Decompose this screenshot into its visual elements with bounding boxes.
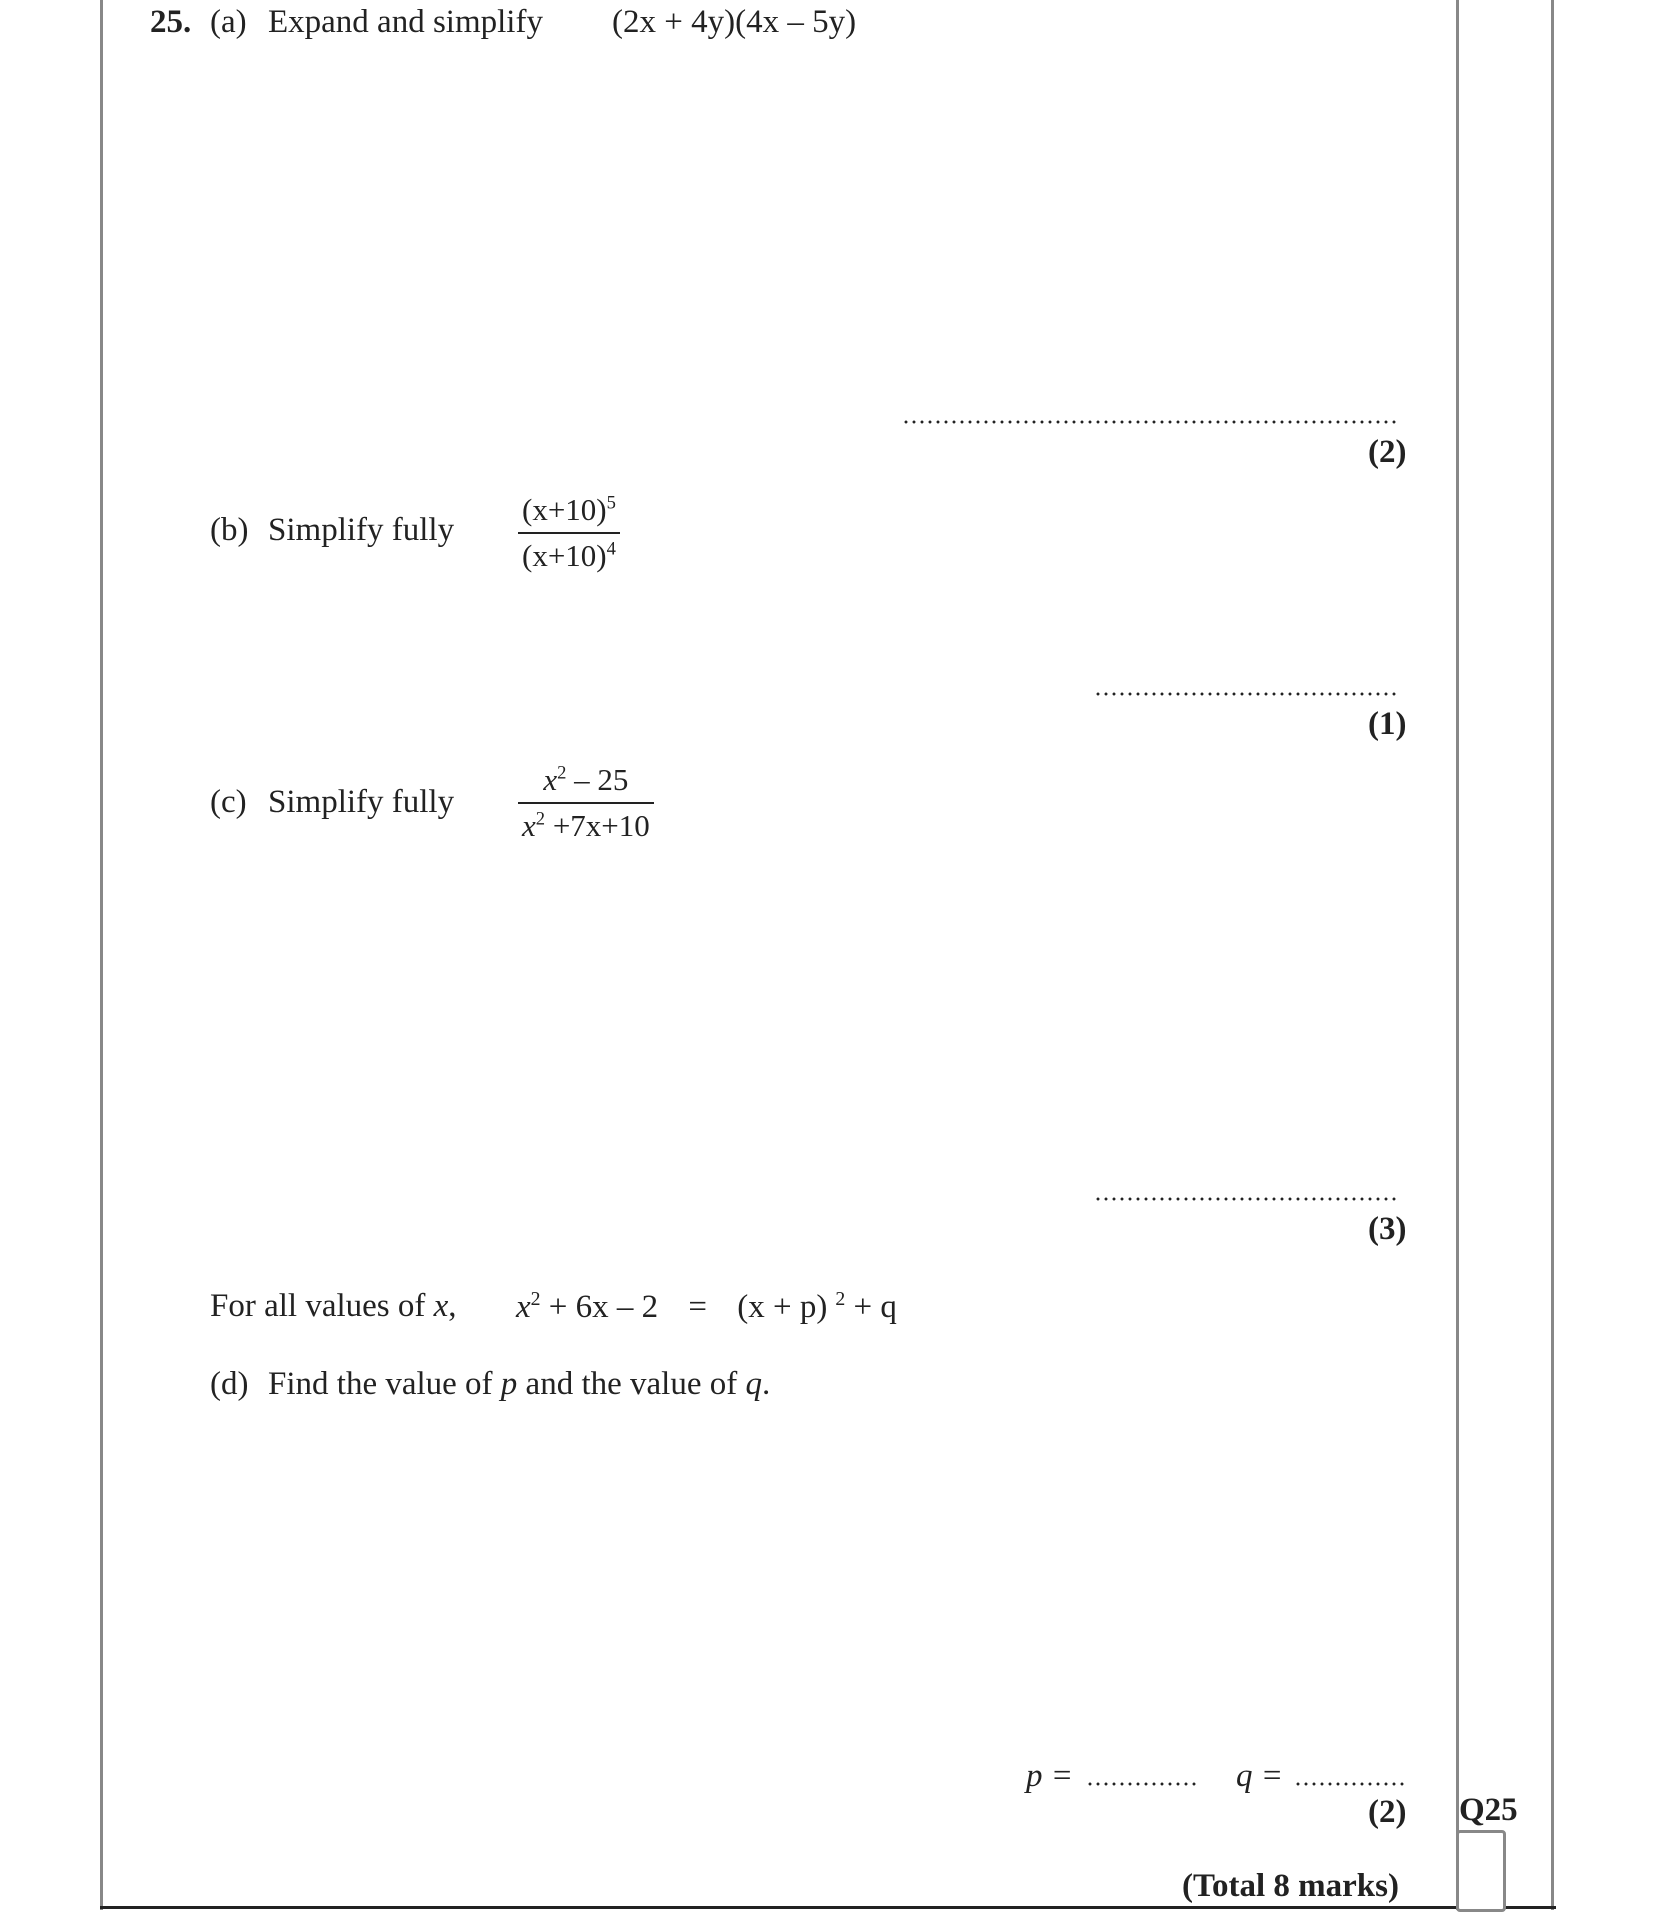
question-number: 25. xyxy=(150,4,192,40)
part-b-numerator-exponent: 5 xyxy=(606,492,616,514)
part-b-marks: (1) xyxy=(1368,706,1407,742)
part-a-instruction: Expand and simplify xyxy=(268,4,543,40)
part-d-text-start: Find the value of xyxy=(268,1366,501,1402)
statement-suffix: , xyxy=(448,1288,457,1324)
q-answer-line[interactable] xyxy=(1294,1782,1406,1786)
p-answer-label: p = xyxy=(1026,1758,1074,1794)
part-d-var-q: q xyxy=(745,1366,762,1402)
equation-lhs-rest: + 6x – 2 xyxy=(540,1289,659,1325)
part-c-fraction xyxy=(518,762,654,844)
part-d-text xyxy=(268,1366,770,1403)
equation-rhs-rest: + q xyxy=(845,1289,897,1325)
part-c-instruction: Simplify fully xyxy=(268,784,455,820)
identity-statement xyxy=(210,1288,457,1325)
part-c-label: (c) xyxy=(210,784,247,820)
part-d-text-mid: and the value of xyxy=(517,1366,746,1402)
equation-equals: = xyxy=(688,1289,708,1325)
question-margin-label: Q25 xyxy=(1459,1792,1518,1828)
total-marks: (Total 8 marks) xyxy=(1182,1868,1399,1904)
part-d-marks: (2) xyxy=(1368,1794,1407,1830)
part-c-numerator-rest: – 25 xyxy=(566,762,629,797)
equation-lhs-x: x xyxy=(516,1289,531,1325)
part-d-label: (d) xyxy=(210,1366,249,1402)
part-d-var-p: p xyxy=(500,1366,518,1402)
part-a-answer-line[interactable] xyxy=(902,420,1400,424)
part-c-denominator-rest: +7x+10 xyxy=(545,808,650,843)
p-answer-line[interactable] xyxy=(1086,1782,1200,1786)
equation-rhs-base: (x + p) xyxy=(737,1289,828,1325)
part-c-fraction-bar xyxy=(518,802,654,804)
part-b-fraction-bar xyxy=(518,532,620,534)
part-a-marks: (2) xyxy=(1368,434,1407,470)
part-b-denominator-exponent: 4 xyxy=(606,538,616,560)
part-b-denominator: (x+10) xyxy=(522,538,607,573)
part-b-numerator: (x+10) xyxy=(522,492,607,527)
equation-lhs-exponent: 2 xyxy=(530,1288,541,1310)
part-b-label: (b) xyxy=(210,512,249,548)
part-b-fraction xyxy=(518,492,620,574)
statement-prefix: For all values of xyxy=(210,1288,434,1324)
identity-equation xyxy=(516,1288,897,1326)
part-a-label: (a) xyxy=(210,4,247,40)
part-d-text-end: . xyxy=(761,1366,771,1402)
part-c-denominator-x: x xyxy=(522,808,536,843)
part-c-marks: (3) xyxy=(1368,1211,1407,1247)
part-c-numerator-exponent: 2 xyxy=(557,762,567,784)
examiner-score-box[interactable] xyxy=(1456,1830,1506,1912)
statement-variable: x xyxy=(433,1288,449,1324)
outer-margin-line xyxy=(1551,0,1554,1910)
part-b-instruction: Simplify fully xyxy=(268,512,455,548)
bottom-rule xyxy=(100,1906,1556,1909)
q-answer-label: q = xyxy=(1236,1758,1284,1794)
right-margin-line xyxy=(1456,0,1459,1910)
part-c-answer-line[interactable] xyxy=(1094,1197,1400,1201)
part-a-expression: (2x + 4y)(4x – 5y) xyxy=(612,4,857,40)
left-margin-line xyxy=(100,0,103,1910)
part-b-answer-line[interactable] xyxy=(1094,692,1400,696)
part-c-denominator-exponent: 2 xyxy=(535,808,546,830)
part-c-numerator-x: x xyxy=(543,762,558,797)
equation-rhs-exponent: 2 xyxy=(835,1288,846,1310)
